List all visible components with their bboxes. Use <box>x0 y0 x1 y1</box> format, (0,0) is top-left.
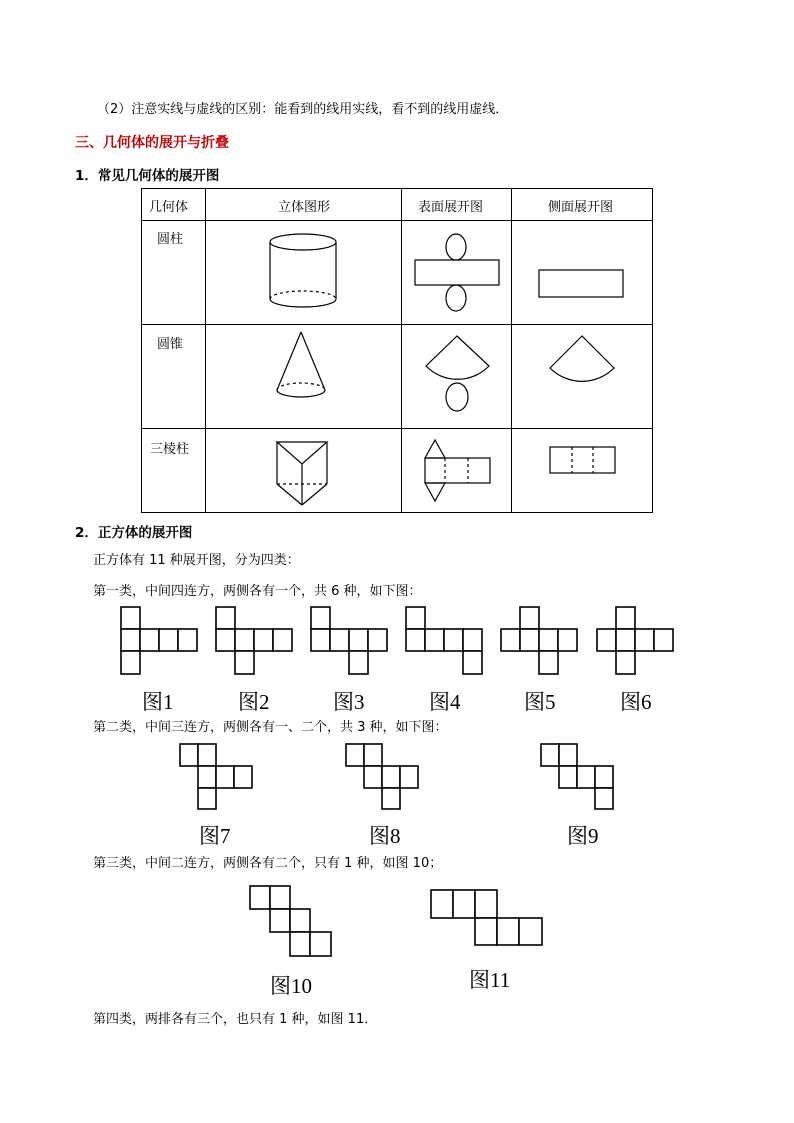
section-title: 三、几何体的展开与折叠 <box>75 135 229 151</box>
cube-net-7 <box>180 744 252 809</box>
note-line: （2）注意实线与虚线的区别：能看到的线用实线，看不到的线用虚线． <box>97 102 509 117</box>
cube-net-5 <box>501 607 577 674</box>
caption-fig9: 图9 <box>567 824 599 848</box>
caption-fig5: 图5 <box>524 690 556 714</box>
subsection-title-2: 2．正方体的展开图 <box>75 525 193 541</box>
table-row-cone: 圆锥 <box>157 337 184 352</box>
caption-fig11: 图11 <box>469 968 511 992</box>
class4-text: 第四类，两排各有三个，也只有 1 种，如图 11． <box>93 1012 378 1027</box>
table-header-lateral-net: 侧面展开图 <box>548 200 614 215</box>
caption-fig6: 图6 <box>620 690 652 714</box>
table-header-solid: 几何体 <box>149 200 189 215</box>
caption-fig8: 图8 <box>369 824 401 848</box>
cube-net-9 <box>541 744 613 809</box>
class1-text: 第一类，中间四连方，两侧各有一个，共 6 种，如下图： <box>93 584 422 599</box>
cube-net-11 <box>431 890 542 945</box>
cube-net-10 <box>250 886 331 956</box>
cube-net-4 <box>406 607 482 674</box>
table-header-surface-net: 表面展开图 <box>418 200 484 215</box>
caption-fig4: 图4 <box>429 690 461 714</box>
table-row-cylinder: 圆柱 <box>157 232 184 247</box>
caption-fig2: 图2 <box>238 690 270 714</box>
class3-text: 第三类，中间二连方，两侧各有二个，只有 1 种，如图 10； <box>93 856 443 871</box>
cube-net-6 <box>597 607 673 674</box>
caption-fig7: 图7 <box>199 824 231 848</box>
subsection-title-1: 1．常见几何体的展开图 <box>75 168 220 184</box>
table-row-prism: 三棱柱 <box>150 442 190 457</box>
table-header-3d: 立体图形 <box>278 200 331 215</box>
caption-fig10: 图10 <box>270 974 312 998</box>
cube-net-3 <box>311 607 387 674</box>
class2-text: 第二类，中间三连方，两侧各有一、二个，共 3 种，如下图： <box>93 720 448 735</box>
cube-net-1 <box>121 607 197 674</box>
caption-fig1: 图1 <box>142 690 174 714</box>
caption-fig3: 图3 <box>333 690 365 714</box>
cube-net-8 <box>346 744 418 809</box>
cube-intro: 正方体有 11 种展开图，分为四类： <box>93 553 300 568</box>
cube-net-2 <box>216 607 292 674</box>
